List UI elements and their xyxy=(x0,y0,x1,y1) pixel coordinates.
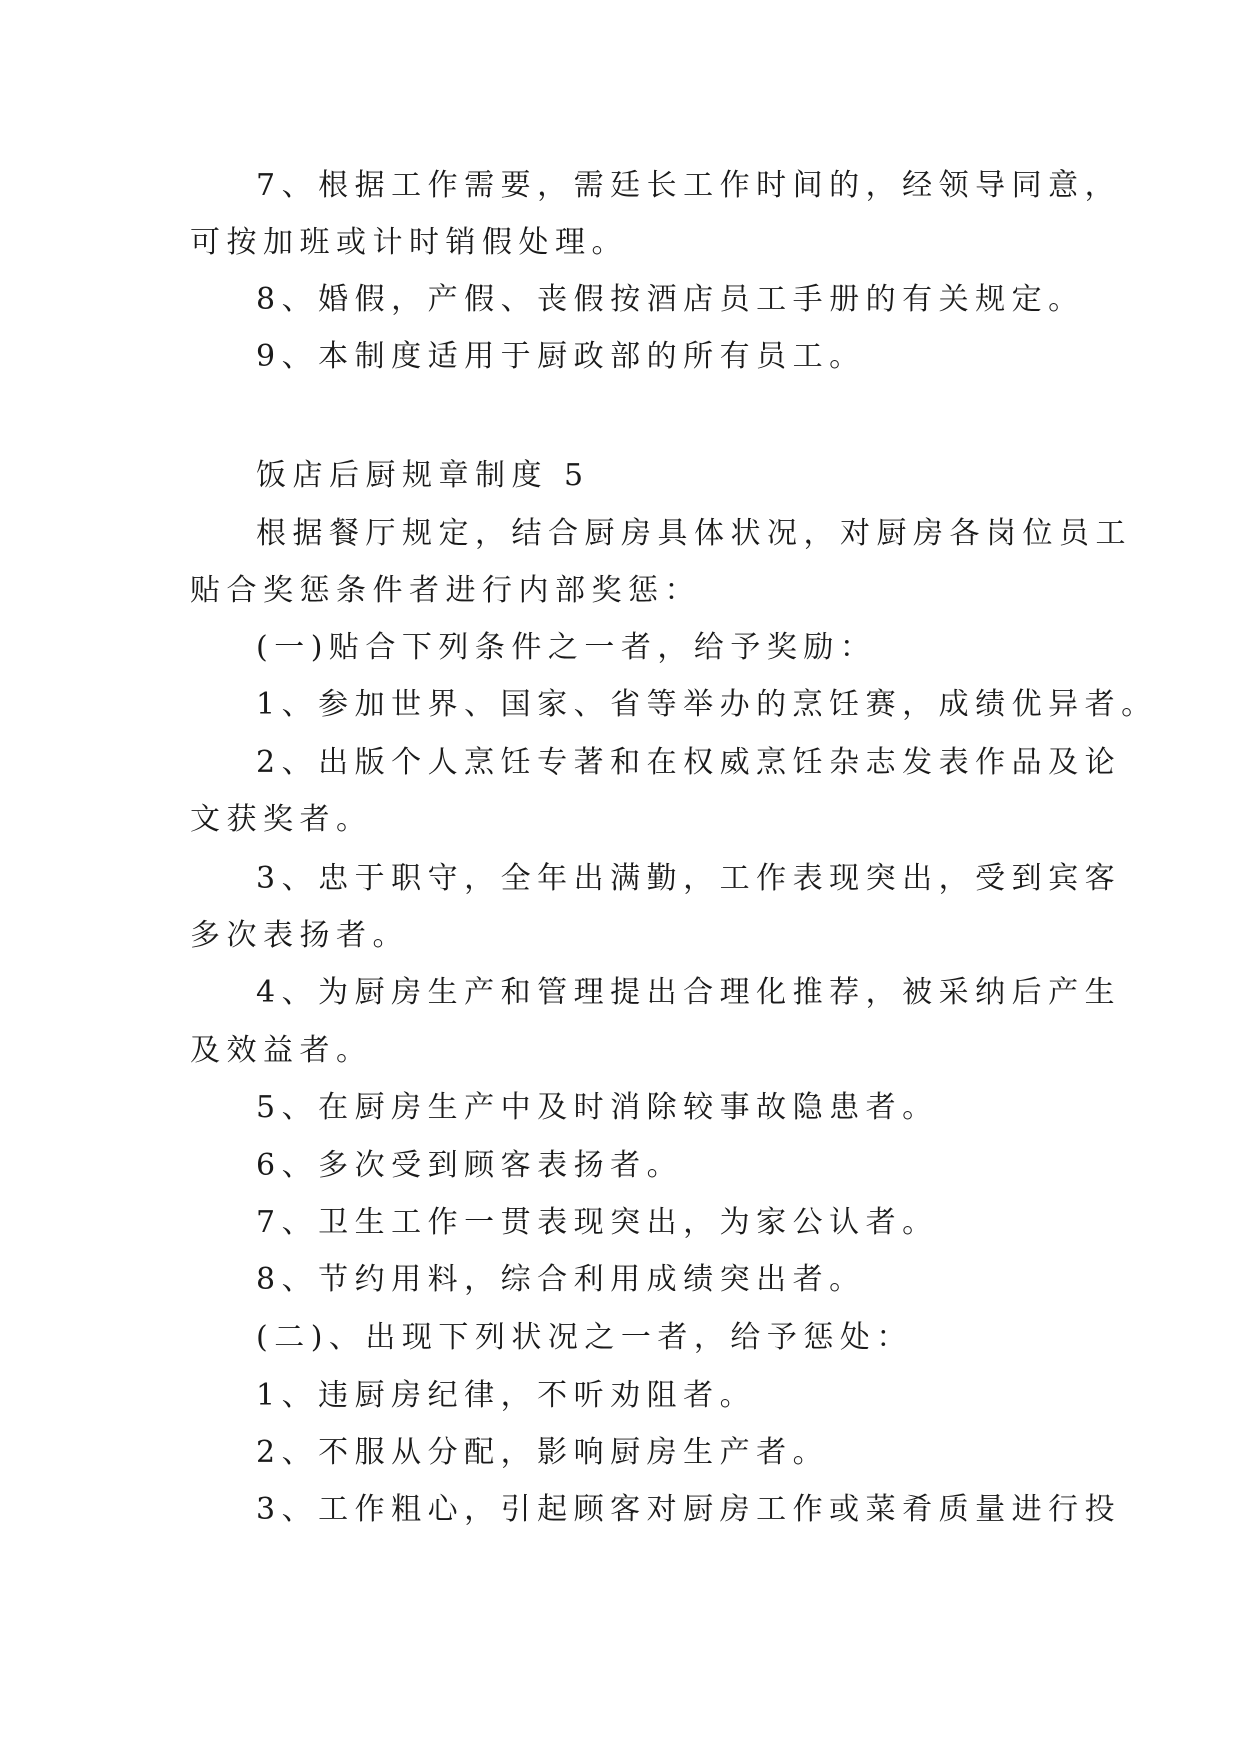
section-heading: 饭店后厨规章制度 5 xyxy=(256,458,590,493)
text-line: 多次表扬者。 xyxy=(190,918,409,953)
text-line: 根据餐厅规定，结合厨房具体状况，对厨房各岗位员工 xyxy=(256,516,1132,551)
text-line: 5、在厨房生产中及时消除较事故隐患者。 xyxy=(256,1090,939,1125)
text-line: 可按加班或计时销假处理。 xyxy=(190,225,628,260)
text-line: (一)贴合下列条件之一者，给予奖励： xyxy=(256,630,877,665)
text-line: 7、根据工作需要，需廷长工作时间的，经领导同意， xyxy=(256,168,1122,203)
text-line: 1、参加世界、国家、省等举办的烹饪赛，成绩优异者。 xyxy=(256,687,1158,722)
text-line: 4、为厨房生产和管理提出合理化推荐，被采纳后产生 xyxy=(256,975,1122,1010)
text-line: 贴合奖惩条件者进行内部奖惩： xyxy=(190,573,701,608)
text-line: 8、节约用料，综合利用成绩突出者。 xyxy=(256,1262,866,1297)
text-line: 6、多次受到顾客表扬者。 xyxy=(256,1148,684,1183)
text-line: 2、出版个人烹饪专著和在权威烹饪杂志发表作品及论 xyxy=(256,745,1122,780)
text-line: 3、工作粗心，引起顾客对厨房工作或菜肴质量进行投 xyxy=(256,1492,1122,1527)
text-line: 文获奖者。 xyxy=(190,802,373,837)
text-line: 9、本制度适用于厨政部的所有员工。 xyxy=(256,339,866,374)
text-line: (二)、出现下列状况之一者，给予惩处： xyxy=(256,1320,913,1355)
text-line: 7、卫生工作一贯表现突出，为家公认者。 xyxy=(256,1205,939,1240)
text-line: 8、婚假，产假、丧假按酒店员工手册的有关规定。 xyxy=(256,282,1085,317)
text-line: 2、不服从分配，影响厨房生产者。 xyxy=(256,1435,830,1470)
text-line: 及效益者。 xyxy=(190,1033,373,1068)
text-line: 3、忠于职守，全年出满勤，工作表现突出，受到宾客 xyxy=(256,861,1122,896)
text-line: 1、违厨房纪律，不听劝阻者。 xyxy=(256,1378,757,1413)
